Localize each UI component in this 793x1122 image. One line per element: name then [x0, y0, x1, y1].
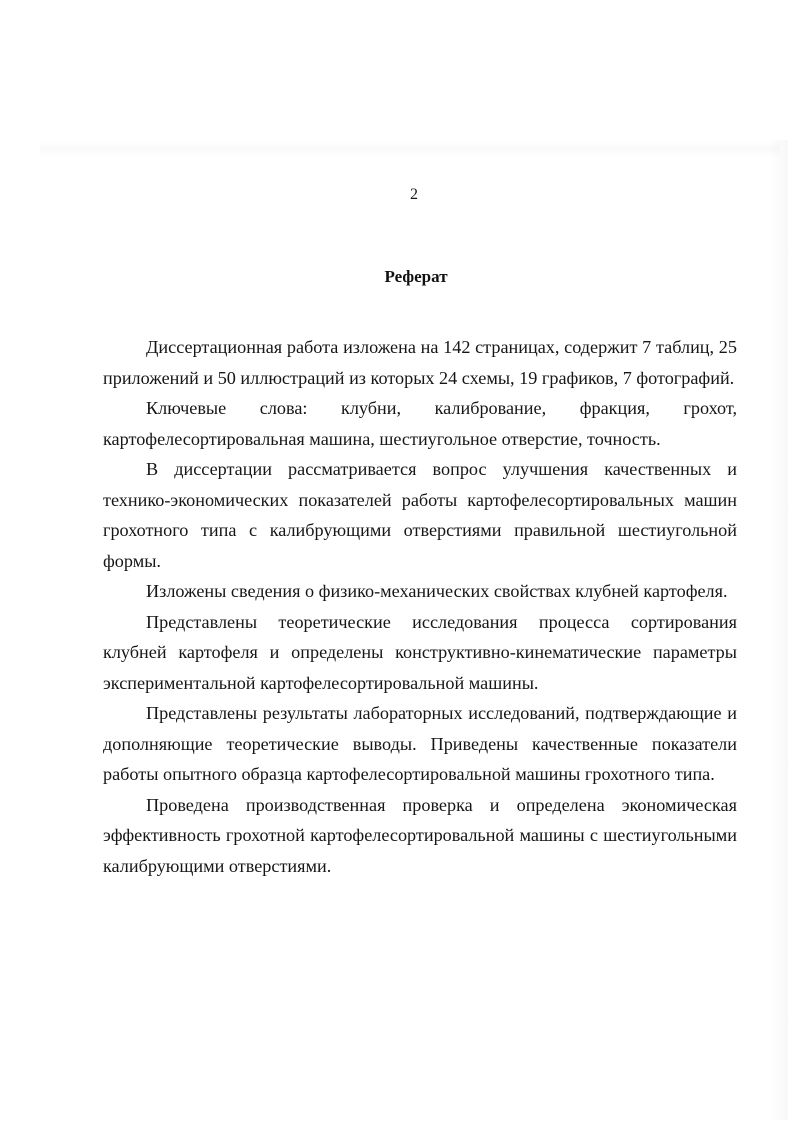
paragraph-lab-results: Представлены результаты лабораторных исследований, подтверждающие и дополняющие теоретические выводы. Приведены качественные показатели работы опытного образца картофелесортировальной машины грохотного типа. — [103, 703, 737, 784]
scan-shading-right — [770, 140, 788, 1120]
page-title: Реферат — [384, 267, 448, 286]
abstract-body — [103, 332, 737, 881]
paragraph-properties: Изложены сведения о физико-механических свойствах клубней картофеля. — [146, 581, 728, 601]
paragraph-volume: Диссертационная работа изложена на 142 страницах, содержит 7 таблиц, 25 приложений и 50 иллюстраций из которых 24 схемы, 19 графиков, 7 фотографий. — [103, 337, 737, 388]
paragraph-subject: В диссертации рассматривается вопрос улучшения качественных и технико-экономических показателей работы картофелесортировальных машин грохотного типа с калибрующими отверстиями правильной шестиугольной формы. — [103, 459, 737, 571]
scan-shading-top — [40, 140, 780, 158]
paragraph-theory: Представлены теоретические исследования процесса сортирования клубней картофеля и определены конструктивно-кинематические параметры экспериментальной картофелесортировальной машины. — [103, 611, 737, 693]
paragraph-production: Проведена производственная проверка и определена экономическая эффективность грохотной картофелесортировальной машины с шестиугольными калибрующими отверстиями. — [103, 794, 737, 876]
paragraph-keywords: Ключевые слова: клубни, калибрование, фракция, грохот, картофелесортировальная машина, шестиугольное отверстие, точность. — [103, 398, 737, 449]
page-number: 2 — [410, 186, 418, 203]
